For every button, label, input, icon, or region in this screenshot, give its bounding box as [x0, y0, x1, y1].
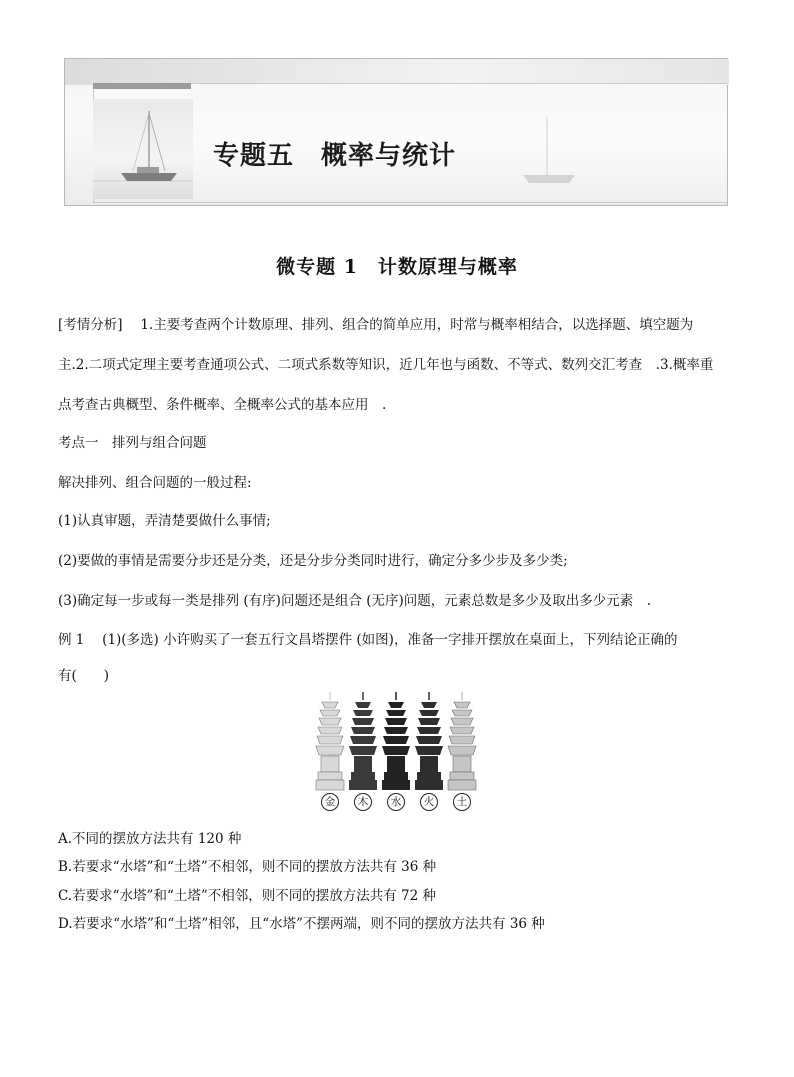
pagoda-figure [314, 688, 480, 816]
step-3: (3)确定每一步或每一类是排列 (有序)问题还是组合 (无序)问题，元素总数是多少及取出多少元素 . [58, 593, 652, 609]
banner-shade [65, 59, 729, 85]
element-label-metal: 金 [321, 793, 339, 811]
sailboat-watermark [495, 99, 595, 199]
option-b: B.若要求“水塔”和“土塔”不相邻，则不同的摆放方法共有 36 种 [58, 859, 437, 875]
option-d: D.若要求“水塔”和“土塔”相邻，且“水塔”不摆两端，则不同的摆放方法共有 36 种 [58, 916, 545, 932]
option-c: C.若要求“水塔”和“土塔”不相邻，则不同的摆放方法共有 72 种 [58, 888, 437, 904]
option-a: A.不同的摆放方法共有 120 种 [58, 831, 242, 847]
sailboat-image [93, 99, 193, 199]
step-1: (1)认真审题，弄清楚要做什么事情; [58, 513, 271, 529]
pagoda-illustration [314, 688, 480, 792]
topic-title: 微专题 1 计数原理与概率 [276, 256, 518, 278]
element-label-fire: 火 [420, 793, 438, 811]
chapter-title: 专题五 概率与统计 [213, 141, 457, 171]
analysis-line-1: [考情分析] 1.主要考查两个计数原理、排列、组合的简单应用，时常与概率相结合，以选择题、填空题为 [58, 317, 694, 333]
example-stem-line-2: 有( ) [58, 668, 110, 684]
banner-accent-bar [93, 83, 191, 89]
step-2: (2)要做的事情是需要分步还是分类，还是分步分类同时进行，确定分多少步及多少类; [58, 553, 568, 569]
section-intro: 解决排列、组合问题的一般过程: [58, 475, 252, 491]
element-label-earth: 土 [453, 793, 471, 811]
example-stem-line-1: 例 1 (1)(多选) 小许购买了一套五行文昌塔摆件 (如图)，准备一字排开摆放在桌面上，下列结论正确的 [58, 632, 678, 648]
element-label-water: 水 [387, 793, 405, 811]
analysis-line-3: 点考查古典概型、条件概率、全概率公式的基本应用 . [58, 397, 387, 413]
element-label-wood: 木 [354, 793, 372, 811]
analysis-line-2: 主.2.二项式定理主要考查通项公式、二项式系数等知识，近几年也与函数、不等式、数列交汇考查 .3.概率重 [58, 357, 714, 373]
section-heading: 考点一 排列与组合问题 [58, 435, 207, 451]
chapter-banner [64, 58, 728, 206]
